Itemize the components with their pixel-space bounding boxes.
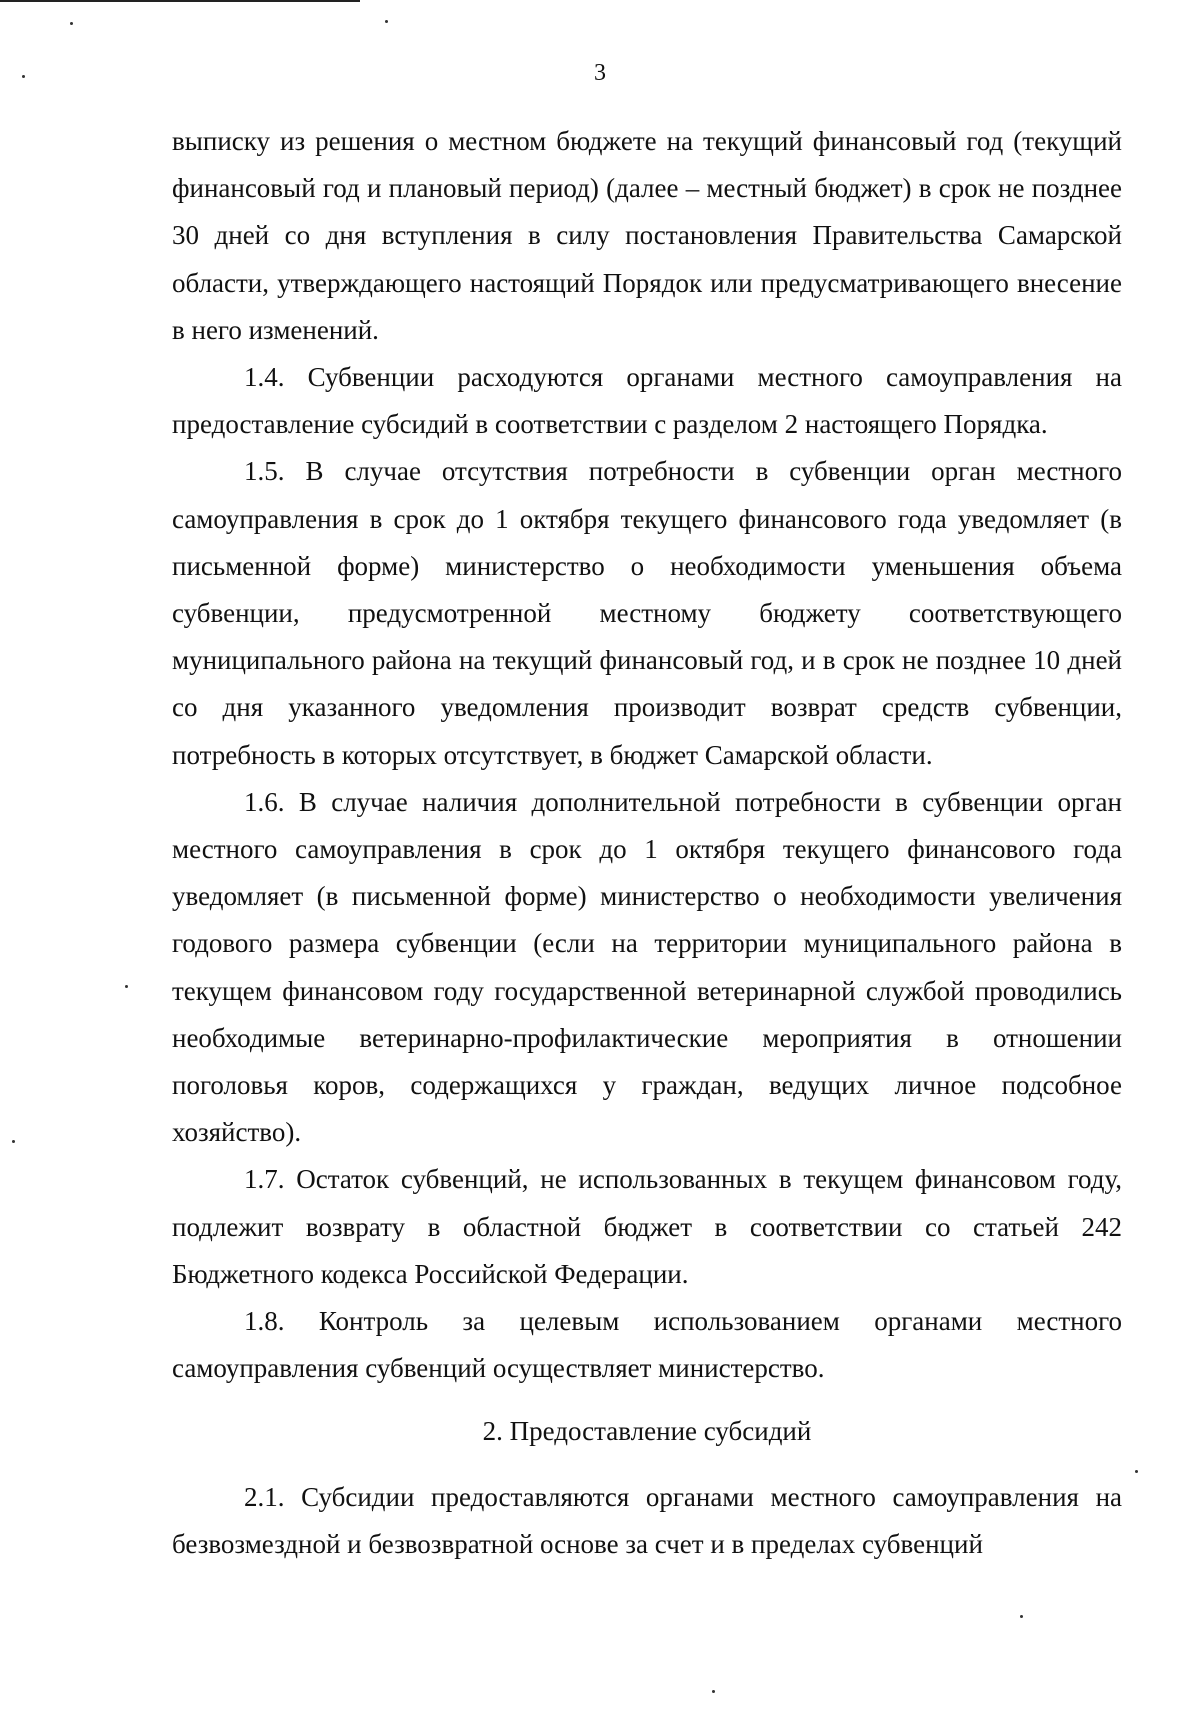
paragraph-1-7: 1.7. Остаток субвенций, не использованных в текущем финансовом году, подлежит возврату в областной бюджет в соответствии со статьей 242 Бюджетного кодекса Российской Федерации. <box>172 1164 1122 1289</box>
scan-speck <box>70 22 73 25</box>
scan-speck <box>12 1140 15 1143</box>
body-text <box>172 118 1122 1568</box>
top-rule <box>0 0 360 2</box>
scan-speck <box>22 75 25 78</box>
section-heading: 2. Предоставление субсидий <box>482 1416 812 1447</box>
scan-speck <box>1020 1615 1023 1618</box>
scan-speck <box>125 985 128 988</box>
paragraph-2-1: 2.1. Субсидии предоставляются органами местного самоуправления на безвозмездной и безвозвратной основе за счет и в пределах субвенций <box>172 1481 1122 1559</box>
paragraph-1-4: 1.4. Субвенции расходуются органами местного самоуправления на предоставление субсидий в соответствии с разделом 2 настоящего Порядка. <box>172 362 1122 440</box>
scan-speck <box>1135 1470 1138 1473</box>
paragraph-1-8: 1.8. Контроль за целевым использованием органами местного самоуправления субвенций осуществляет министерство. <box>172 1306 1122 1384</box>
scan-speck <box>712 1690 715 1693</box>
scan-speck <box>385 20 388 23</box>
paragraph-1-6: 1.6. В случае наличия дополнительной потребности в субвенции орган местного самоуправления в срок до 1 октября текущего финансового года уведомляет (в письменной форме) министерство о необходимости увеличения годового размера субвенции (если на территории муниципального района в текущем финансовом году государственной ветеринарной службой проводились необходимые ветеринарно-профилактические мероприятия в отношении поголовья коров, содержащихся у граждан, ведущих личное подсобное хозяйство). <box>172 786 1122 1148</box>
paragraph-continuation: выписку из решения о местном бюджете на текущий финансовый год (текущий финансовый год и плановый период) (далее – местный бюджет) в срок не позднее 30 дней со дня вступления в силу постановления Правительства Самарской области, утверждающего настоящий Порядок или предусматривающего внесение в него изменений. <box>172 126 1122 345</box>
paragraph-1-5: 1.5. В случае отсутствия потребности в субвенции орган местного самоуправления в срок до 1 октября текущего финансового года уведомляет (в письменной форме) министерство о необходимости уменьшения объема субвенции, предусмотренной местному бюджету соответствующего муниципального района на текущий финансовый год, и в срок не позднее 10 дней со дня указанного уведомления производит возврат средств субвенции, потребность в которых отсутствует, в бюджет Самарской области. <box>172 456 1122 770</box>
page-number: 3 <box>594 60 606 86</box>
